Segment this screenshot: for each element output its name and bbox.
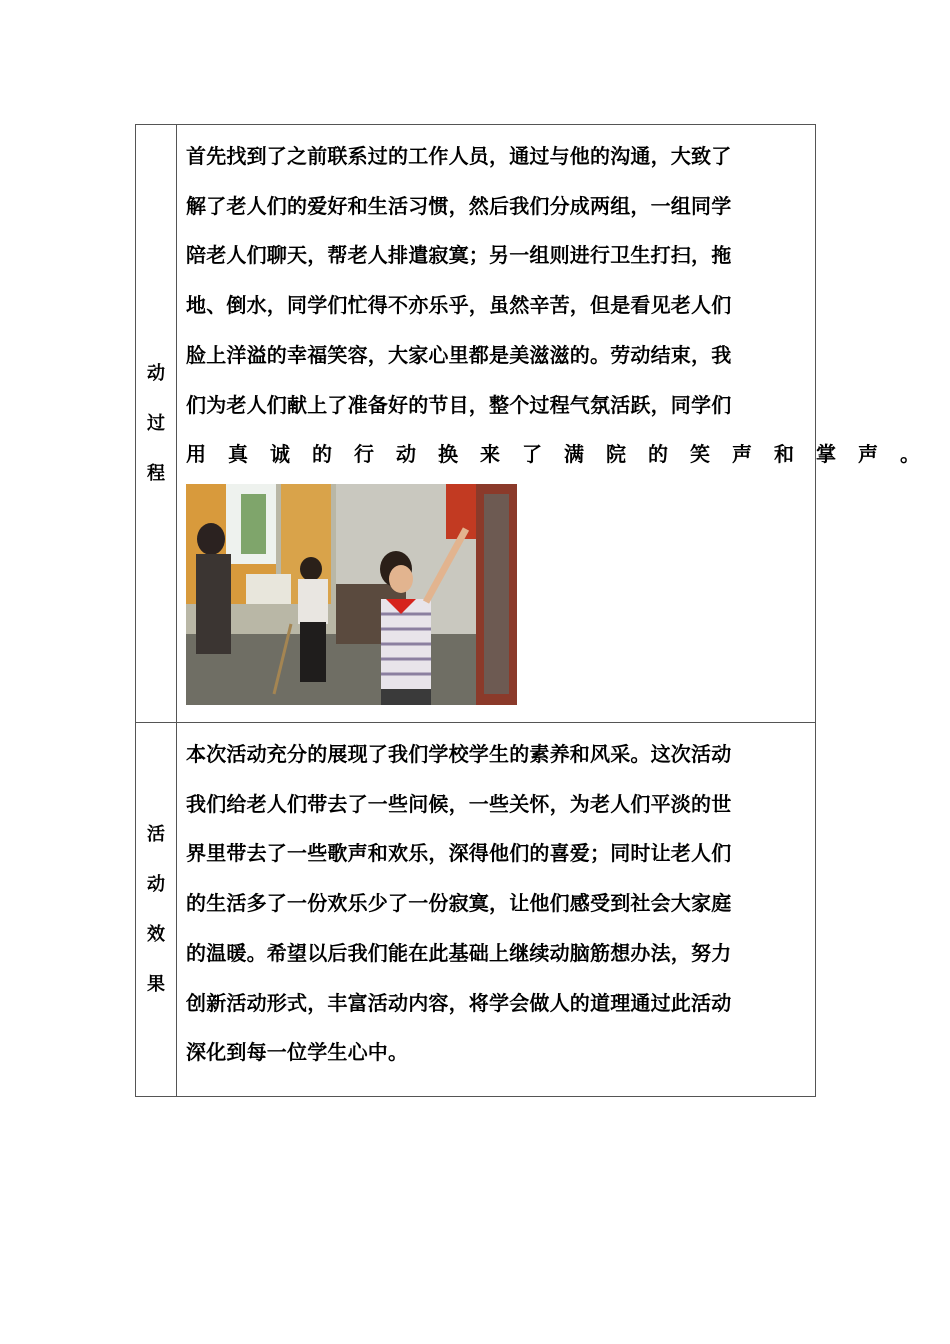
effect-row [136,723,816,1097]
process-line: 们为老人们献上了准备好的节目，整个过程气氛活跃，同学们 [186,392,732,417]
process-content-cell [177,125,942,723]
effect-label-char: 活 [147,823,165,845]
process-line: 地、倒水，同学们忙得不亦乐乎，虽然辛苦，但是看见老人们 [186,293,732,318]
process-label-cell [136,125,177,723]
effect-line: 本次活动充分的展现了我们学校学生的素养和风采。这次活动 [186,742,732,766]
process-line: 脸上洋溢的幸福笑容，大家心里都是美滋滋的。劳动结束，我 [186,342,732,367]
effect-label-char: 动 [147,873,165,895]
effect-label-char: 效 [147,923,165,945]
process-line: 首先找到了之前联系过的工作人员，通过与他的沟通，大致了 [186,144,732,168]
activity-photo [186,484,517,705]
effect-line: 我们给老人们带去了一些问候，一些关怀，为老人们平淡的世 [186,791,732,816]
effect-label-cell [136,723,177,1097]
effect-label-char: 果 [147,973,165,995]
effect-line: 深化到每一位学生心中。 [186,1040,409,1065]
process-label-char: 动 [147,362,165,384]
effect-content-cell [177,723,816,1097]
activity-report-table [135,124,942,1097]
process-line-last: 用真诚的行动换来了满院的笑声和掌声。 [186,442,942,467]
effect-line: 的生活多了一份欢乐少了一份寂寞，让他们感受到社会大家庭 [186,891,732,916]
effect-paragraph [177,723,815,1078]
process-paragraph [177,125,942,480]
activity-photo-illustration [186,484,517,705]
effect-line: 的温暖。希望以后我们能在此基础上继续动脑筋想办法，努力 [186,940,732,965]
effect-line: 创新活动形式，丰富活动内容，将学会做人的道理通过此活动 [186,990,732,1015]
process-label-char: 过 [147,412,165,434]
process-line: 解了老人们的爱好和生活习惯，然后我们分成两组，一组同学 [186,193,732,218]
process-row [136,125,816,723]
effect-line: 界里带去了一些歌声和欢乐，深得他们的喜爱；同时让老人们 [186,841,732,866]
process-line: 陪老人们聊天，帮老人排遣寂寞；另一组则进行卫生打扫，拖 [186,243,732,268]
process-label-char: 程 [147,462,165,484]
